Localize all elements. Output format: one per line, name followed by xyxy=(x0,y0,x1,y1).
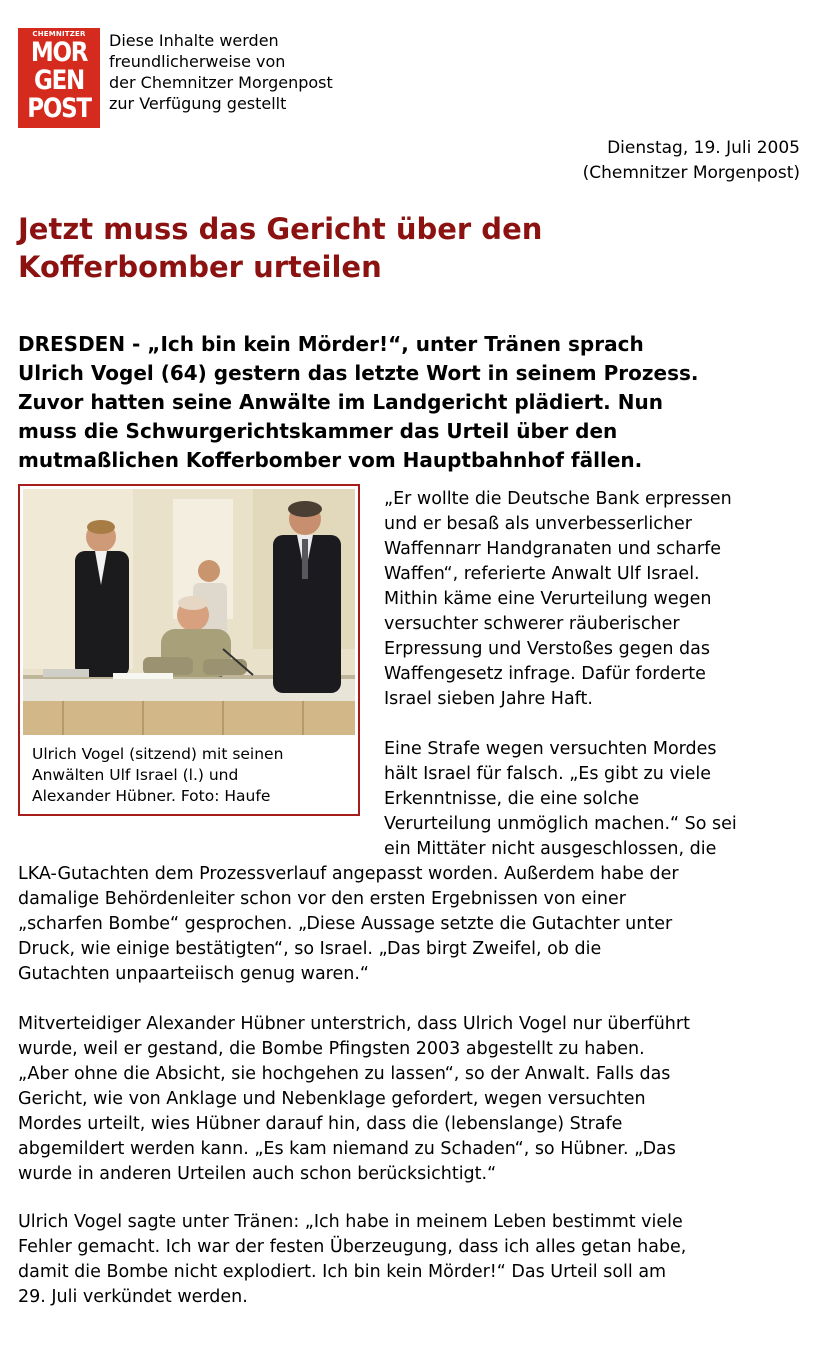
text-line: „Aber ohne die Absicht, sie hochgehen zu lassen“, so der Anwalt. Falls das xyxy=(18,1064,671,1084)
text-line: Druck, wie einige bestätigten“, so Israel. „Das birgt Zweifel, ob die xyxy=(18,939,602,959)
paragraph-3 xyxy=(18,1012,690,1187)
text-line: und er besaß als unverbesserlicher xyxy=(384,514,692,534)
text-line: ein Mittäter nicht ausgeschlossen, die xyxy=(384,839,717,859)
headline-line: Kofferbomber urteilen xyxy=(18,250,382,284)
text-line: Israel sieben Jahre Haft. xyxy=(384,689,593,709)
lead-line: mutmaßlichen Kofferbomber vom Hauptbahnhof fällen. xyxy=(18,448,643,472)
text-line: Mitverteidiger Alexander Hübner unterstrich, dass Ulrich Vogel nur überführt xyxy=(18,1014,690,1034)
text-line: Gutachten unpaarteiisch genug waren.“ xyxy=(18,964,369,984)
text-line: Waffen“, referierte Anwalt Ulf Israel. xyxy=(384,564,700,584)
photo-box xyxy=(18,484,360,816)
text-line: damit die Bombe nicht explodiert. Ich bin kein Mörder!“ Das Urteil soll am xyxy=(18,1262,667,1282)
publication-date: Dienstag, 19. Juli 2005 xyxy=(607,138,800,158)
paragraph-2-column xyxy=(384,737,737,862)
publication-source: (Chemnitzer Morgenpost) xyxy=(582,163,800,183)
article-lead xyxy=(18,330,808,475)
logo-line: GEN xyxy=(34,65,84,96)
paragraph-1 xyxy=(384,487,732,712)
morgenpost-logo xyxy=(18,28,100,128)
text-line: Ulrich Vogel sagte unter Tränen: „Ich habe in meinem Leben bestimmt viele xyxy=(18,1212,683,1232)
text-line: 29. Juli verkündet werden. xyxy=(18,1287,248,1307)
dateline xyxy=(583,136,800,186)
text-line: „Er wollte die Deutsche Bank erpressen xyxy=(384,489,732,509)
article-headline xyxy=(18,210,798,286)
text-line: Eine Strafe wegen versuchten Mordes xyxy=(384,739,717,759)
text-line: wurde in anderen Urteilen auch schon berücksichtigt.“ xyxy=(18,1164,497,1184)
lead-line: Zuvor hatten seine Anwälte im Landgericht plädiert. Nun xyxy=(18,390,663,414)
text-line: damalige Behördenleiter schon vor den ersten Ergebnissen von einer xyxy=(18,889,626,909)
logo-line: MOR xyxy=(30,37,88,68)
caption-line: Anwälten Ulf Israel (l.) und xyxy=(32,766,239,784)
caption-line: Ulrich Vogel (sitzend) mit seinen xyxy=(32,745,284,763)
text-line: abgemildert werden kann. „Es kam niemand zu Schaden“, so Hübner. „Das xyxy=(18,1139,676,1159)
text-line: hält Israel für falsch. „Es gibt zu viele xyxy=(384,764,711,784)
text-line: Gericht, wie von Anklage und Nebenklage gefordert, wegen versuchten xyxy=(18,1089,646,1109)
credit-line: Diese Inhalte werden xyxy=(109,31,279,50)
text-line: „scharfen Bombe“ gesprochen. „Diese Aussage setzte die Gutachter unter xyxy=(18,914,673,934)
text-line: Mithin käme eine Verurteilung wegen xyxy=(384,589,712,609)
credit-line: zur Verfügung gestellt xyxy=(109,94,287,113)
credit-line: der Chemnitzer Morgenpost xyxy=(109,73,333,92)
photo-caption xyxy=(32,744,352,807)
courtroom-photo xyxy=(23,489,355,735)
paragraph-2-full xyxy=(18,862,679,987)
lead-line: DRESDEN - „Ich bin kein Mörder!“, unter Tränen sprach xyxy=(18,332,644,356)
paragraph-4 xyxy=(18,1210,686,1310)
text-line: Verurteilung unmöglich machen.“ So sei xyxy=(384,814,737,834)
text-line: Erpressung und Verstoßes gegen das xyxy=(384,639,710,659)
headline-line: Jetzt muss das Gericht über den xyxy=(18,212,543,246)
logo-top-text: CHEMNITZER xyxy=(32,30,86,38)
text-line: Mordes urteilt, wies Hübner darauf hin, dass die (lebenslange) Strafe xyxy=(18,1114,623,1134)
text-line: Waffengesetz infrage. Dafür forderte xyxy=(384,664,706,684)
lead-line: muss die Schwurgerichtskammer das Urteil über den xyxy=(18,419,618,443)
text-line: Waffennarr Handgranaten und scharfe xyxy=(384,539,722,559)
text-line: Fehler gemacht. Ich war der festen Überzeugung, dass ich alles getan habe, xyxy=(18,1237,687,1257)
logo-line: POST xyxy=(27,93,91,124)
text-line: wurde, weil er gestand, die Bombe Pfingsten 2003 abgestellt zu haben. xyxy=(18,1039,645,1059)
source-credit xyxy=(109,30,333,114)
text-line: versuchter schwerer räuberischer xyxy=(384,614,680,634)
credit-line: freundlicherweise von xyxy=(109,52,286,71)
text-line: LKA-Gutachten dem Prozessverlauf angepasst worden. Außerdem habe der xyxy=(18,864,679,884)
lead-line: Ulrich Vogel (64) gestern das letzte Wort in seinem Prozess. xyxy=(18,361,699,385)
caption-line: Alexander Hübner. Foto: Haufe xyxy=(32,787,271,805)
text-line: Erkenntnisse, die eine solche xyxy=(384,789,640,809)
